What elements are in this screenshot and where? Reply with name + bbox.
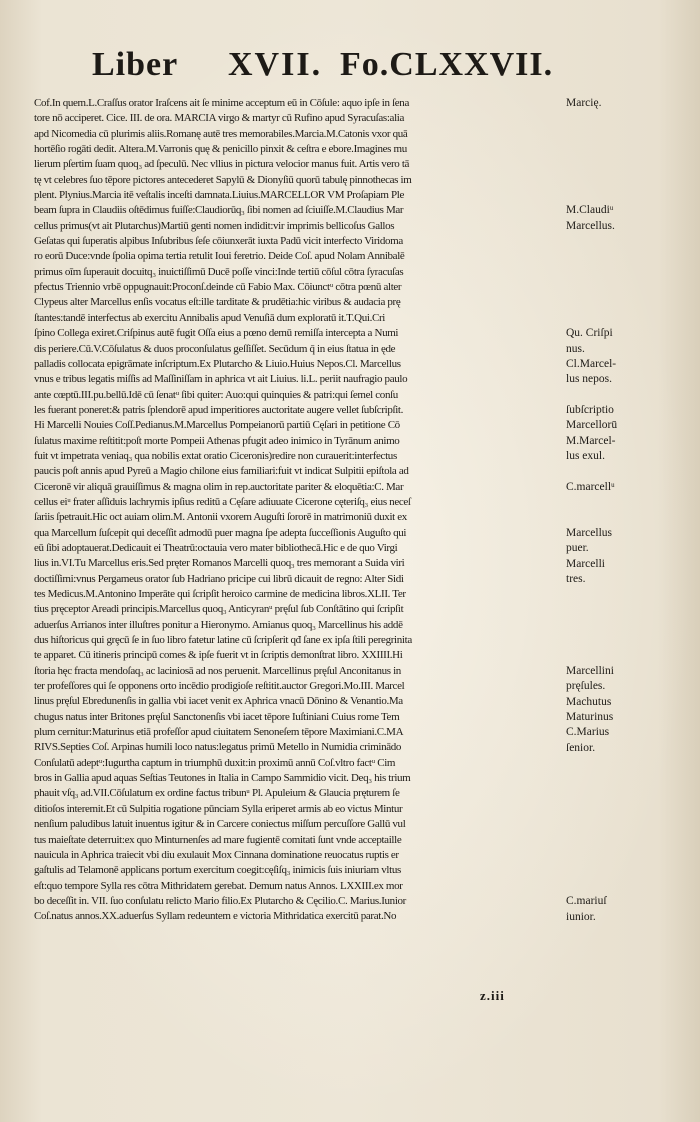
text-line: ſulatus maxime reſtitit:poſt morte Pompeii Athenas pfugit adeo inimico in Tyrānum animo	[34, 434, 400, 447]
text-line: phauit vſq₃ ad.VII.Cōſulatum ex ordine factus tribunᵘ Pl. Apuleium & Glaucia pręturem ſe	[34, 787, 400, 800]
text-line: plum cernitur:Maturinus etiā profeſſor apud ciuitatem Senoneſem tēpore Maximiani.C.MA	[34, 726, 404, 739]
text-line: primus oīm ſuperauit docuitq₃ inuictiſſimū Ducē poſſe vinci:Inde tertiū cōſul cōtra ſyracuſas	[34, 265, 404, 278]
margin-note: ſubſcriptio	[566, 404, 614, 416]
text-line: tes Medicus.M.Antonino Imperāte qui ſcripſit heroico carmine de medicina libros.XLII. Ter	[34, 588, 406, 600]
text-line: Hi Marcelli Nouies Coſſ.Pedianus.M.Marcellus Pompeianorū partiū Cęſari in petitione Cō	[34, 419, 400, 432]
text-line: ſpino Collega exiret.Criſpinus autē fugit Oſſa eius a pœno demū remiſſa intercepta a Numi	[34, 327, 399, 340]
text-line: lius in.VI.Tu Marcellus eris.Sed pręter Romanos Marcelli quoq₃ tres memorant a Suida viri	[34, 557, 405, 570]
text-line: ter profeſſores qui ſe opponens orto incēdio prodigioſe reſtitit.auctor Gregori.Mo.III. Marcel	[34, 680, 405, 693]
margin-note: Machutus	[566, 695, 612, 708]
text-line: apd Nicomedia cū plurimis aliis.Romanę autē tres memorabiles.Marcia.M.Catonis vxor quā	[34, 127, 408, 140]
text-line: bros in Gallia apud aquas Seſtias Teutones in Italia in Campo Sammidio vicit. Deq₃ his trium	[34, 772, 411, 785]
text-line: cellus eiᵘ frater aſſiduis lachrymis ipſius reditū a Cęſare adiuuate Cicerone cęteriſq₃ eius neceſ	[34, 495, 411, 508]
text-line: bo deceſſit in. VII. ſuo conſulatu relicto Mario filio.Ex Plutarcho & Cęcilio.C. Marius.Iunior	[34, 894, 406, 907]
text-line: plent. Plynius.Marcia itē veſtalis inceſti damnata.Liuius.MARCELLOR VM Proſapiam Ple	[34, 189, 405, 202]
margin-note: Marcię.	[566, 97, 602, 109]
text-line: cellus primus(vt ait Plutarchus)Martiū genti nomen indidit:vir imprimis bellicoſus Gallos	[34, 219, 395, 232]
text-line: palladis collocata epigrāmate inſcriptum.Ex Plutarcho & Liuio.Huius Nepos.Cl. Marcellus	[34, 357, 401, 370]
text-line: beam ſupra in Claudiis oſtēdimus fuiſſe:Claudiorūq₃ ſibi nomen ad ſciuiſſe.M.Claudius Mar	[34, 204, 404, 217]
margin-note: M.Marcel-	[566, 434, 616, 447]
text-line: tus maieſtate deterruit:ex quo Minturnenſes ad mare fugientē comitati ſunt vnde acceptaille	[34, 833, 402, 846]
text-line: chugus natus inter Britones pręſul Sanctonenſis vbi iacet tēpore Iuſtiniani Cuius rome Tem	[34, 710, 400, 723]
running-title: Liber	[92, 46, 179, 83]
text-line: gaſtulis ad Telamonē applicans portum exercitum coegit:cęſiſq₃ inimicis ſuis iniuriam vltus	[34, 864, 401, 877]
margin-note: pręſules.	[566, 680, 606, 693]
margin-note: Marcellus.	[566, 219, 615, 232]
text-line: Conſulatū adeptᵘ:Iugurtha captum in triumphū duxit:in proximū annū Coſ.vltro factᵘ Cim	[34, 756, 396, 769]
main-text-column	[34, 96, 564, 991]
book-number: XVII.	[228, 46, 323, 83]
margin-note: Cl.Marcel-	[566, 357, 617, 370]
margin-note: Marcelli	[566, 557, 605, 570]
text-line: tore nō acciperet. Cice. III. de ora. MARCIA virgo & martyr cū Rufino apud Syracuſas:alia	[34, 112, 405, 125]
margin-note: iunior.	[566, 910, 596, 923]
margin-note: lus exul.	[566, 450, 605, 463]
text-line: ſariis ſpetrauit.Hic oct auiam olim.M. Antonii vxorem Auguſti ſororē in matrimoniū duxit ex	[34, 511, 407, 524]
text-line: pfectus Triennio vrbē oppugnauit:Proconſ.deinde cū Fabio Max. Cōiunctᵘ cōtra pœnū alter	[34, 281, 402, 294]
text-line: nauicula in Aphrica traiecit vbi diu exulauit Mox Cinnana dominatione reuocatus ruptis er	[34, 848, 399, 861]
text-line: ro eorū Duce:vnde ſpolia opima tertia retulit Ioui feretrio. Deide Coſ. apud Nolam Annibalē	[34, 250, 405, 263]
text-line: nenſium paludibus latuit inuentus igitur & in Carcere coniectus miſſum percuſſore Gallū vul	[34, 818, 406, 831]
text-line: dus hiſtoricus qui grȩcū ſe in ſuo libro fatetur latine cū ſcripſerit qđ ſane ex ipſa ſtili peregrinita	[34, 634, 412, 647]
margin-note: puer.	[566, 542, 589, 555]
text-line: tius pręceptor Areadi principis.Marcellus quoq₃ Anticyranᵘ pręſul ſub Conſtātino qui ſcripſit	[34, 603, 404, 616]
margin-note: nus.	[566, 342, 585, 355]
margin-note: C.Marius	[566, 726, 610, 739]
text-line: te apparet. Cū itineris principū comes & ipſe fuerit vt in ſcriptis demonſtrat libro. XXIIII.Hi	[34, 649, 403, 662]
margin-notes	[566, 96, 694, 996]
text-line: ante cœptū.III.pu.bellū.Idē cū ſenatᵘ ſibi quiter: Auo:qui quinquies & patri:qui ſemel conſu	[34, 388, 398, 401]
margin-note: tres.	[566, 572, 586, 585]
text-line: ſtantes:tandē interfectus ab exercitu Annibalis apud Venuſiā dum exploratū it.T.Qui.Cri	[34, 311, 385, 324]
margin-note: lus nepos.	[566, 373, 612, 386]
text-line: Cof.In quem.L.Craſſus orator Iraſcens ait ſe minime acceptum eū in Cōſule: aquo ipſe in ſena	[34, 97, 409, 109]
text-line: Clypeus alter Marcellus enſis vocatus eſt:ille tarditate & prudētia:hic viribus & audacia prę	[34, 296, 401, 309]
text-line: Coſ.natus annos.XX.aduerſus Syllam redeuntem e victoria Mithridatica exercitū parat.No	[34, 910, 397, 923]
text-line: ditioſos interemit.Et cū Sulpitia rogatione pūnciam Sylla eriperet armis ab eo victus Mintur	[34, 802, 403, 815]
text-line: Geſatas qui ſuperatis alpibus Inſubribus ſeſe cōiunxerāt iuxta Padū vicit interfecto Viridoma	[34, 235, 403, 248]
text-line: lierum pſertim ſuam quoq₃ ad ſpeculū. Nec vllius in pictura velocior manus fuit. Artis vero tā	[34, 158, 410, 171]
text-line: fuit vt impetrata veniaq₃ qua nobilis extat oratio Ciceronis)redire non curauerit:interfectus	[34, 449, 397, 462]
margin-note: Marcellus	[566, 526, 612, 539]
text-line: Ciceronē vir aliquā grauiſſimus & magna olim in rep.auctoritate pariter & eloquētia:C. Mar	[34, 480, 404, 493]
signature-mark: z.iii	[480, 988, 505, 1003]
margin-note: Maturinus	[566, 711, 614, 723]
text-line: aduerſus Arrianos inter illuſtres ponitur a Hieronymo. Amianus quoq₃ Marcellinus his addē	[34, 618, 403, 631]
margin-note: M.Claudiᵘ	[566, 204, 614, 217]
text-line: ſtoria hęc fracta mendoſaq₃ ac laciniosā ad nos peruenit. Marcellinus pręſul Anconitanus in	[34, 664, 401, 677]
margin-note: C.mariuſ	[566, 895, 607, 908]
margin-note: C.marcellᵘ	[566, 480, 615, 493]
text-line: paucis poſt annis apud Pyreū a Magio chilone eius familiari:fuit vt indicat Sulpitii epiſtola ad	[34, 465, 409, 478]
text-line: dis periere.Cū.V.Cōſulatus & duos proconſulatus geſſiſſet. Secūdum q̄ in eius ſtatua in ęde	[34, 342, 396, 355]
text-line: RIVS.Septies Coſ. Arpinas humili loco natus:legatus primū Metello in Numidia criminādo	[34, 741, 402, 754]
margin-note: Marcellini	[566, 664, 614, 677]
text-line: eſt:quo tempore Sylla res cōtra Mithridatem gerebat. Demum natus Annos. LXXIII.ex mor	[34, 879, 403, 892]
text-line: eū ſibi adoptauerat.Dedicauit ei Theatrū:octauia vero mater bibliothecā.Hic e de quo Virgi	[34, 541, 398, 554]
folio-number: Fo.CLXXVII.	[340, 46, 554, 83]
margin-note: Marcellorū	[566, 419, 618, 432]
text-line: doctiſſimi:vnus Pergameus orator ſub Hadriano pricipe cui librū dicauit de regno: Alter Sidi	[34, 572, 404, 585]
margin-note: ſenior.	[566, 741, 596, 754]
text-line: les fuerant poneret:& patris ſplendorē apud imperitiores auctoritate augere vellet ſubſcripſit.	[34, 403, 404, 416]
text-line: qua Marcellum ſuſcepit qui deceſſit admodū puer magna ſpe adepta ſucceſſionis Auguſto qui	[34, 526, 407, 539]
margin-note: Qu. Criſpi	[566, 327, 613, 340]
text-line: linus pręſul Ebredunenſis in gallia vbi iacet venit ex Aphrica vnacū Dōnino & Venantio.Ma	[34, 695, 403, 708]
page-header	[92, 46, 562, 92]
text-line: hortēſio rogāti dedit. Altera.M.Varronis quę & penicillo pinxit & ceſtra e ebore.Imagines mu	[34, 143, 407, 156]
text-line: vnus e tribus legatis miſſis ad Maſſiniſſam in aphrica vt ait Liuius. li.L. periit naufragio paulo	[34, 373, 408, 386]
text-line: tę vt celebres ſuo tēpore pictores antecederet Sapylū & Dionyſiū quorū tabulę pinnothecas im	[34, 173, 412, 186]
